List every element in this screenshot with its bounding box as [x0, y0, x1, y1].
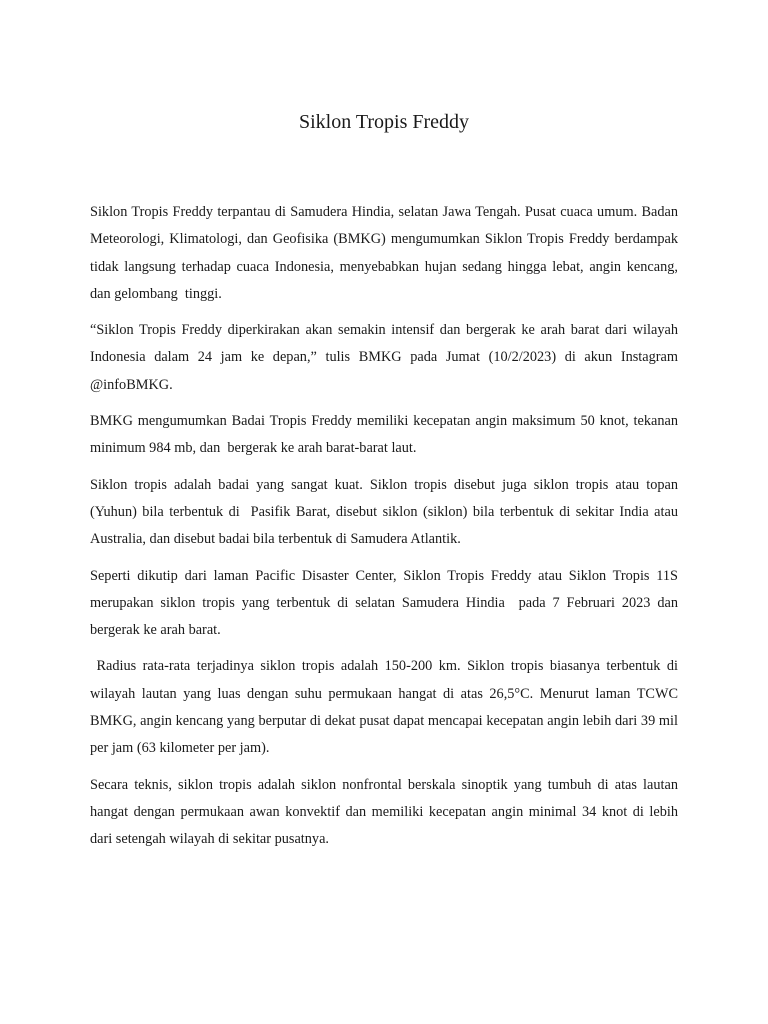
document-title: Siklon Tropis Freddy [298, 111, 470, 133]
paragraph: Secara teknis, siklon tropis adalah siklon nonfrontal berskala sinoptik yang tumbuh di atas lautan hangat dengan permukaan awan konvektif dan memiliki kecepatan angin minimal 34 knot di lebih dari setengah wilayah di sekitar pusatnya. [90, 776, 682, 848]
paragraph: Seperti dikutip dari laman Pacific Disaster Center, Siklon Tropis Freddy atau Siklon Tropis 11S merupakan siklon tropis yang terbentuk di selatan Samudera Hindia pada 7 Februari 2023 dan bergerak ke arah barat. [90, 567, 682, 639]
paragraph: Siklon tropis adalah badai yang sangat kuat. Siklon tropis disebut juga siklon tropis atau topan (Yuhun) bila terbentuk di Pasifik Barat, disebut siklon (siklon) bila terbentuk di sekitar India atau Australia, dan disebut badai bila terbentuk di Samudera Atlantik. [90, 476, 682, 548]
paragraph: Radius rata-rata terjadinya siklon tropis adalah 150-200 km. Siklon tropis biasanya terbentuk di wilayah lautan yang luas dengan suhu permukaan hangat di atas 26,5°C. Menurut laman TCWC BMKG, angin kencang yang berputar di dekat pusat dapat mencapai kecepatan angin lebih dari 39 mil per jam (63 kilometer per jam). [90, 658, 682, 757]
paragraph: “Siklon Tropis Freddy diperkirakan akan semakin intensif dan bergerak ke arah barat dari wilayah Indonesia dalam 24 jam ke depan,” tulis BMKG pada Jumat (10/2/2023) di akun Instagram @infoBMKG. [90, 322, 682, 393]
document-body [90, 199, 682, 863]
paragraph: Siklon Tropis Freddy terpantau di Samudera Hindia, selatan Jawa Tengah. Pusat cuaca umum. Badan Meteorologi, Klimatologi, dan Geofisika (BMKG) mengumumkan Siklon Tropis Freddy berdampak tidak langsung terhadap cuaca Indonesia, menyebabkan hujan sedang hingga lebat, angin kencang, dan gelombang tinggi. [90, 204, 682, 302]
paragraph: BMKG mengumumkan Badai Tropis Freddy memiliki kecepatan angin maksimum 50 knot, tekanan minimum 984 mb, dan bergerak ke arah barat-barat laut. [90, 413, 682, 457]
